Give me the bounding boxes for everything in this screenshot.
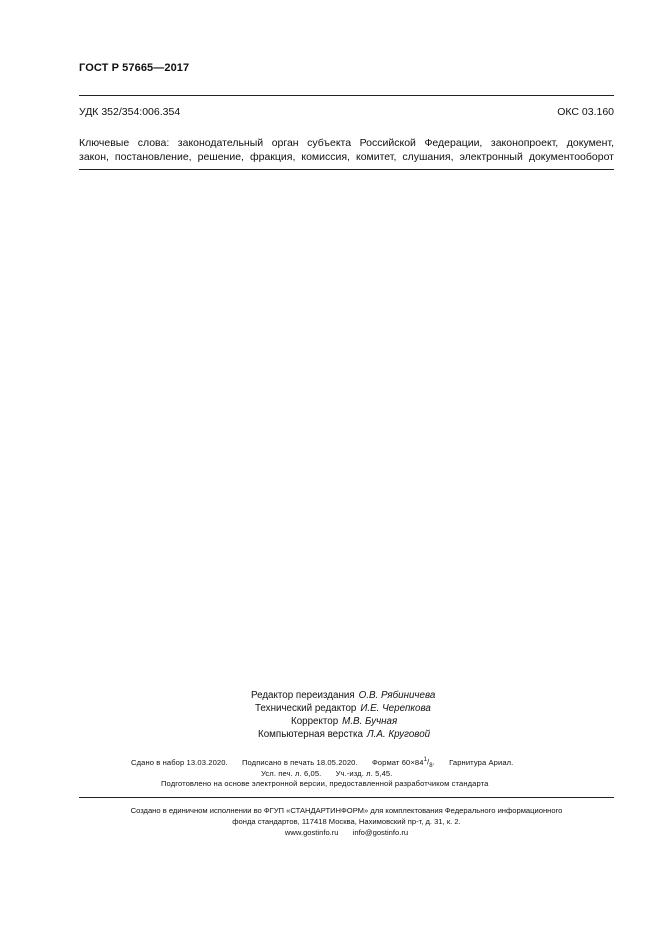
credit-tech-editor [255,702,431,715]
credit-corrector-name: М.В. Бучная [342,716,398,727]
imprint-line-2 [261,769,392,778]
keywords-block [79,136,614,164]
footer-contacts [79,828,614,837]
credit-layout-name: Л.А. Круговой [366,729,431,740]
credit-layout [258,728,430,741]
credit-tech-label: Технический редактор [255,703,357,714]
footer-email[interactable]: info@gostinfo.ru [352,828,409,837]
keywords-line-2: закон, постановление, решение, фракция, комиссия, комитет, слушания, электронный документооборот [79,151,614,163]
credit-corrector-label: Корректор [291,716,339,727]
credit-layout-label: Компьютерная верстка [258,729,363,740]
imprint-print-sheets: Усл. печ. л. 6,05. [261,769,322,778]
imprint-typeface: Гарнитура Ариал. [449,757,514,767]
imprint-format-sub: 8 [429,763,433,770]
imprint-format-sup: 1 [423,757,427,763]
footer-website[interactable]: www.gostinfo.ru [284,828,339,837]
credit-tech-name: И.Е. Черепкова [360,703,431,714]
document-code: ГОСТ Р 57665—2017 [79,62,190,74]
oks-code: ОКС 03.160 [557,106,614,118]
credit-corrector [291,715,397,728]
imprint-format-prefix: Формат 60×84 [371,757,424,767]
udk-code: УДК 352/354:006.354 [79,106,181,118]
imprint-typeset-date: Сдано в набор 13.03.2020. [131,757,228,767]
footer-line-1: Создано в единичном исполнении во ФГУП «СТАНДАРТИНФОРМ» для комплектования Федерального информационного [130,806,563,815]
imprint-pub-sheets: Уч.-изд. л. 5,45. [335,769,393,778]
imprint-format: Формат $60\times 84^1/_8$. [371,757,435,770]
credit-editor-label: Редактор переиздания [251,690,355,701]
imprint-signed-date: Подписано в печать 18.05.2020. [241,757,358,767]
credit-editor-name: О.В. Рябиничева [358,690,436,701]
footer-line-2: фонда стандартов, 117418 Москва, Нахимовский пр-т, д. 31, к. 2. [232,817,461,826]
imprint-prepared: Подготовлено на основе электронной версии, предоставленной разработчиком стандарта [161,779,489,788]
header-divider [79,95,614,96]
imprint-line-1 [131,757,513,769]
keywords-divider [79,169,614,170]
keywords-line-1: Ключевые слова: законодательный орган субъекта Российской Федерации, законопроект, документ, [79,137,614,149]
credit-editor [251,689,435,702]
footer-divider [79,797,614,798]
